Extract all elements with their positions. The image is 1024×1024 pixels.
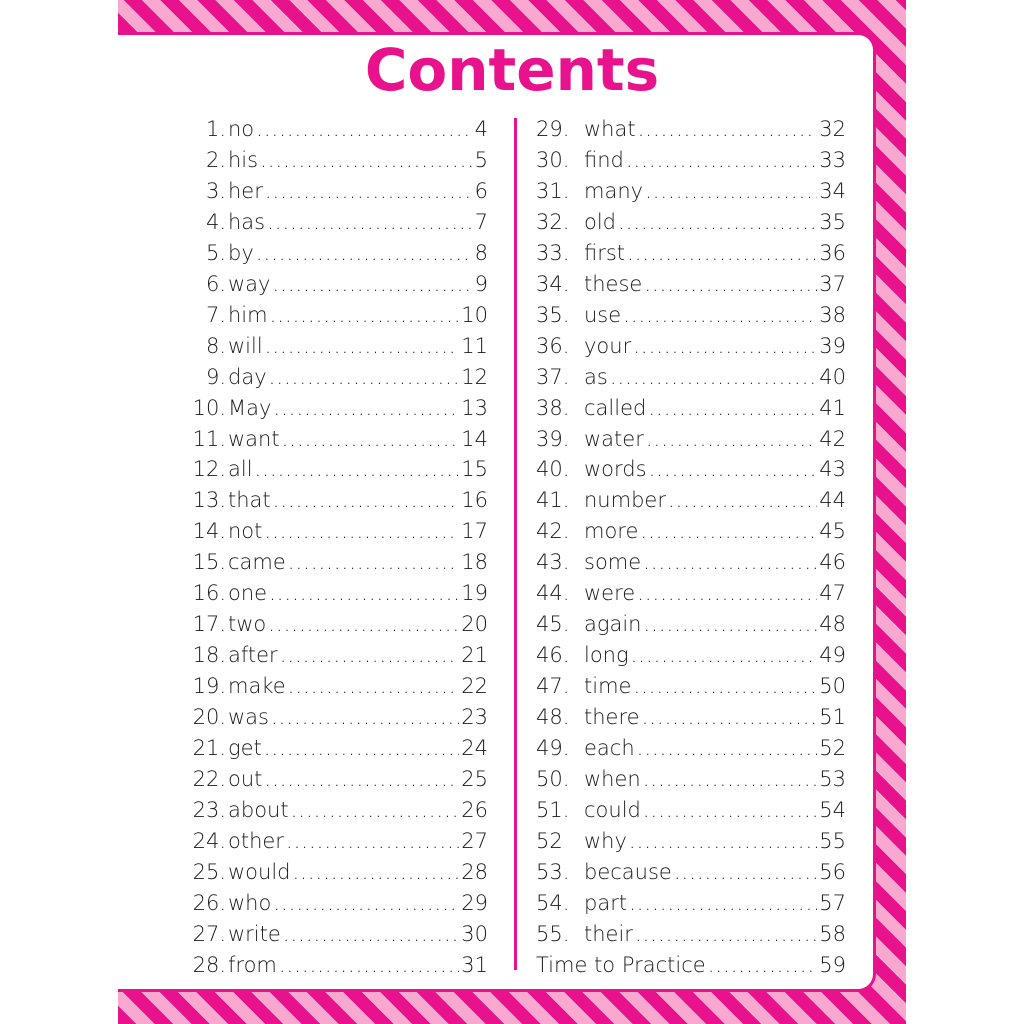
dot-leader (631, 640, 818, 671)
entry-number: 33. (536, 240, 570, 265)
entry-word: each (584, 736, 635, 761)
entry-page-number: 24 (461, 736, 488, 761)
entry-word: all (228, 457, 253, 482)
entry-word: about (228, 797, 289, 822)
entry-number: 4. (205, 209, 226, 234)
dot-leader (272, 269, 472, 300)
entry-number: 19. (192, 674, 226, 699)
contents-entry (536, 640, 846, 671)
entry-page-number: 16 (461, 488, 488, 513)
dot-leader (646, 424, 817, 455)
entry-number: 46. (536, 643, 570, 668)
contents-entry (178, 640, 488, 671)
contents-entry (536, 300, 846, 331)
entry-number: 31. (536, 178, 570, 203)
dot-leader (643, 764, 818, 795)
contents-entry (178, 238, 488, 269)
entry-number: 32. (536, 209, 570, 234)
entry-word: would (228, 859, 291, 884)
entry-word: no (228, 117, 255, 141)
entry-number: 52 (536, 828, 563, 853)
entry-number: 29. (536, 117, 570, 141)
dot-leader (273, 393, 459, 424)
contents-entry (536, 950, 846, 981)
entry-page-number: 56 (819, 859, 846, 884)
contents-entry (178, 207, 488, 238)
entry-number: 14. (192, 519, 226, 544)
contents-entry (536, 578, 846, 609)
entry-word: came (228, 550, 286, 575)
dot-leader (668, 485, 817, 516)
entry-number: 10. (192, 395, 226, 420)
entry-page-number: 22 (461, 674, 488, 699)
entry-page-number: 18 (461, 550, 488, 575)
dot-leader (629, 826, 817, 857)
contents-entry (178, 516, 488, 547)
contents-entry (536, 547, 846, 578)
contents-entry (536, 454, 846, 485)
entry-word: has (228, 209, 266, 234)
contents-entry (536, 764, 846, 795)
contents-entry (178, 393, 488, 424)
dot-leader (623, 300, 817, 331)
entry-page-number: 47 (819, 581, 846, 606)
entry-word: more (584, 519, 639, 544)
dot-leader (629, 888, 817, 919)
entry-word: want (228, 426, 280, 451)
dot-leader (640, 516, 817, 547)
entry-word: that (228, 488, 271, 513)
entry-page-number: 50 (819, 674, 846, 699)
entry-page-number: 4 (474, 117, 488, 141)
contents-entry (178, 362, 488, 393)
entry-number: 37. (536, 364, 570, 389)
entry-word: one (228, 581, 268, 606)
dot-leader (264, 733, 460, 764)
entry-number: 24. (192, 828, 226, 853)
entry-page-number: 5 (474, 147, 488, 172)
entry-word: water (584, 426, 644, 451)
dot-leader (264, 764, 459, 795)
entry-number: 48. (536, 705, 570, 730)
contents-left-column (178, 114, 488, 981)
entry-page-number: 53 (819, 767, 846, 792)
dot-leader (256, 238, 473, 269)
dot-leader (265, 176, 473, 207)
entry-word: long (584, 643, 629, 668)
entry-page-number: 35 (819, 209, 846, 234)
entry-word: called (584, 395, 647, 420)
entry-number: 21. (192, 736, 226, 761)
entry-word: will (228, 333, 263, 358)
entry-word: because (584, 859, 672, 884)
dot-leader (644, 269, 817, 300)
entry-number: 18. (192, 643, 226, 668)
entry-number: 41. (536, 488, 570, 513)
dot-leader (633, 671, 817, 702)
contents-entry (178, 269, 488, 300)
entry-number: 5. (205, 240, 226, 265)
dot-leader (273, 485, 460, 516)
entry-page-number: 10 (461, 302, 488, 327)
entry-word: other (228, 828, 284, 853)
entry-number: 13. (192, 488, 226, 513)
entry-word: these (584, 271, 643, 296)
contents-entry (536, 516, 846, 547)
entry-word: by (228, 240, 254, 265)
entry-word: who (228, 890, 272, 915)
entry-word: his (228, 147, 259, 172)
dot-leader (648, 393, 817, 424)
contents-entry (178, 331, 488, 362)
contents-entry (536, 331, 846, 362)
entry-page-number: 57 (819, 890, 846, 915)
entry-number: 12. (192, 457, 226, 482)
entry-number: 42. (536, 519, 570, 544)
entry-number: 25. (192, 859, 226, 884)
contents-entry (178, 857, 488, 888)
dot-leader (264, 516, 459, 547)
entry-number: 7. (205, 302, 226, 327)
contents-entry (536, 888, 846, 919)
entry-number: 23. (192, 797, 226, 822)
contents-entry (178, 609, 488, 640)
entry-number: 16. (192, 581, 226, 606)
entry-word: time (584, 674, 632, 699)
entry-page-number: 27 (461, 828, 488, 853)
dot-leader (610, 362, 817, 393)
entry-page-number: 6 (474, 178, 488, 203)
entry-word: as (584, 364, 608, 389)
entry-page-number: 59 (819, 952, 846, 977)
entry-number: 53. (536, 859, 570, 884)
dot-leader (643, 547, 817, 578)
entry-word: from (228, 952, 277, 977)
entry-word: was (228, 705, 269, 730)
entry-number: 34. (536, 271, 570, 296)
dot-leader (268, 609, 459, 640)
entry-word: words (584, 457, 647, 482)
contents-entry (178, 114, 488, 145)
entry-page-number: 44 (819, 488, 846, 513)
entry-page-number: 8 (474, 240, 488, 265)
entry-number: 17. (192, 612, 226, 637)
entry-page-number: 39 (819, 333, 846, 358)
entry-word: him (228, 302, 268, 327)
dot-leader (643, 609, 817, 640)
entry-word: your (584, 333, 632, 358)
contents-entry (536, 145, 846, 176)
dot-leader (273, 888, 459, 919)
dot-leader (271, 702, 459, 733)
entry-page-number: 23 (461, 705, 488, 730)
contents-entry (178, 547, 488, 578)
entry-word: her (228, 178, 263, 203)
entry-number: 9. (205, 364, 226, 389)
entry-word: write (228, 921, 281, 946)
entry-word: use (584, 302, 622, 327)
entry-word: get (228, 736, 262, 761)
entry-number: 30. (536, 147, 570, 172)
entry-number: 27. (192, 921, 226, 946)
contents-entry (178, 826, 488, 857)
entry-number: 50. (536, 767, 570, 792)
entry-page-number: 38 (819, 302, 846, 327)
entry-number: 49. (536, 736, 570, 761)
entry-word: out (228, 767, 263, 792)
entry-page-number: 25 (461, 767, 488, 792)
entry-word: old (584, 209, 617, 234)
contents-entry (536, 609, 846, 640)
entry-number: 40. (536, 457, 570, 482)
dot-leader (280, 640, 460, 671)
entry-page-number: 41 (819, 395, 846, 420)
entry-number: 36. (536, 333, 570, 358)
contents-entry (178, 145, 488, 176)
entry-page-number: 49 (819, 643, 846, 668)
entry-page-number: 31 (461, 952, 488, 977)
dot-leader (627, 238, 817, 269)
entry-word: Time to Practice (536, 952, 706, 977)
entry-word: what (584, 117, 636, 141)
entry-page-number: 11 (461, 333, 488, 358)
entry-number: 47. (536, 674, 570, 699)
dot-leader (269, 362, 460, 393)
entry-number: 20. (192, 705, 226, 730)
contents-entry (178, 764, 488, 795)
entry-page-number: 54 (819, 797, 846, 822)
entry-page-number: 43 (819, 457, 846, 482)
dot-leader (633, 331, 817, 362)
entry-number: 3. (205, 178, 226, 203)
dot-leader (288, 671, 460, 702)
entry-word: why (584, 828, 627, 853)
entry-page-number: 12 (461, 364, 488, 389)
entry-number: 11. (192, 426, 226, 451)
contents-entry (536, 671, 846, 702)
contents-entry (536, 207, 846, 238)
entry-number: 55. (536, 921, 570, 946)
entry-number: 28. (192, 952, 226, 977)
entry-number: 45. (536, 612, 570, 637)
entry-page-number: 21 (461, 643, 488, 668)
contents-entry (536, 733, 846, 764)
entry-word: could (584, 797, 641, 822)
contents-entry (178, 702, 488, 733)
entry-word: make (228, 674, 286, 699)
contents-entry (178, 950, 488, 981)
entry-page-number: 55 (819, 828, 846, 853)
dot-leader (645, 176, 817, 207)
entry-word: there (584, 705, 640, 730)
entry-number: 6. (205, 271, 226, 296)
entry-number: 38. (536, 395, 570, 420)
column-divider (514, 118, 517, 970)
page-title: Contents (364, 36, 660, 104)
dot-leader (618, 207, 817, 238)
contents-entry (536, 485, 846, 516)
entry-word: were (584, 581, 636, 606)
entry-number: 26. (192, 890, 226, 915)
contents-entry (178, 300, 488, 331)
entry-page-number: 45 (819, 519, 846, 544)
entry-number: 54. (536, 890, 570, 915)
entry-page-number: 20 (461, 612, 488, 637)
dot-leader (635, 919, 817, 950)
contents-entry (536, 114, 846, 145)
dot-leader (279, 950, 459, 981)
entry-page-number: 15 (461, 457, 488, 482)
entry-word: after (228, 643, 278, 668)
contents-entry (536, 826, 846, 857)
entry-page-number: 32 (819, 117, 846, 141)
dot-leader (637, 578, 817, 609)
entry-page-number: 7 (474, 209, 488, 234)
entry-word: part (584, 890, 628, 915)
dot-leader (637, 733, 818, 764)
entry-word: day (228, 364, 267, 389)
contents-entry (178, 485, 488, 516)
contents-entry (536, 269, 846, 300)
entry-word: way (228, 271, 271, 296)
entry-word: their (584, 921, 633, 946)
entry-word: not (228, 519, 263, 544)
dot-leader (674, 857, 817, 888)
entry-word: many (584, 178, 644, 203)
dot-leader (649, 454, 818, 485)
dot-leader (288, 547, 459, 578)
contents-entry (178, 578, 488, 609)
contents-entry (536, 362, 846, 393)
entry-page-number: 29 (461, 890, 488, 915)
dot-leader (642, 702, 818, 733)
entry-page-number: 19 (461, 581, 488, 606)
contents-entry (536, 795, 846, 826)
entry-number: 43. (536, 550, 570, 575)
contents-entry (178, 424, 488, 455)
entry-number: 44. (536, 581, 570, 606)
dot-leader (269, 578, 459, 609)
contents-entry (536, 238, 846, 269)
contents-entry (536, 424, 846, 455)
entry-word: again (584, 612, 642, 637)
contents-entry (178, 454, 488, 485)
entry-number: 39. (536, 426, 570, 451)
entry-page-number: 51 (819, 705, 846, 730)
entry-word: when (584, 767, 641, 792)
entry-page-number: 9 (474, 271, 488, 296)
entry-page-number: 30 (461, 921, 488, 946)
contents-entry (536, 393, 846, 424)
dot-leader (267, 207, 473, 238)
entry-number: 22. (192, 767, 226, 792)
contents-entry (536, 919, 846, 950)
entry-word: find (584, 147, 624, 172)
dot-leader (626, 145, 817, 176)
contents-entry (178, 795, 488, 826)
dot-leader (270, 300, 460, 331)
entry-page-number: 28 (461, 859, 488, 884)
entry-word: two (228, 612, 267, 637)
entry-number: 2. (205, 147, 226, 172)
entry-word: number (584, 488, 666, 513)
contents-entry (178, 919, 488, 950)
entry-number: 15. (192, 550, 226, 575)
entry-number: 51. (536, 797, 570, 822)
dot-leader (286, 826, 459, 857)
contents-entry (536, 176, 846, 207)
entry-page-number: 40 (819, 364, 846, 389)
entry-page-number: 52 (819, 736, 846, 761)
dot-leader (293, 857, 460, 888)
entry-word: some (584, 550, 642, 575)
entry-number: 35. (536, 302, 570, 327)
contents-entry (536, 702, 846, 733)
contents-right-column (536, 114, 846, 981)
entry-page-number: 17 (461, 519, 488, 544)
dot-leader (291, 795, 460, 826)
entry-page-number: 14 (461, 426, 488, 451)
dot-leader (283, 919, 459, 950)
contents-entry (178, 176, 488, 207)
entry-page-number: 37 (819, 271, 846, 296)
entry-page-number: 13 (461, 395, 488, 420)
entry-number: 8. (205, 333, 226, 358)
dot-leader (256, 114, 472, 145)
dot-leader (643, 795, 817, 826)
dot-leader (260, 145, 473, 176)
entry-page-number: 42 (819, 426, 846, 451)
entry-page-number: 33 (819, 147, 846, 172)
entry-page-number: 26 (461, 797, 488, 822)
dot-leader (708, 950, 818, 981)
dot-leader (282, 424, 460, 455)
contents-entry (178, 671, 488, 702)
dot-leader (638, 114, 818, 145)
contents-entry (178, 888, 488, 919)
contents-entry (536, 857, 846, 888)
entry-page-number: 58 (819, 921, 846, 946)
entry-page-number: 46 (819, 550, 846, 575)
contents-entry (178, 733, 488, 764)
entry-word: first (584, 240, 626, 265)
dot-leader (255, 454, 460, 485)
entry-page-number: 34 (819, 178, 846, 203)
entry-page-number: 36 (819, 240, 846, 265)
entry-number: 1. (205, 117, 226, 141)
dot-leader (265, 331, 460, 362)
entry-word: May (228, 395, 272, 420)
entry-page-number: 48 (819, 612, 846, 637)
